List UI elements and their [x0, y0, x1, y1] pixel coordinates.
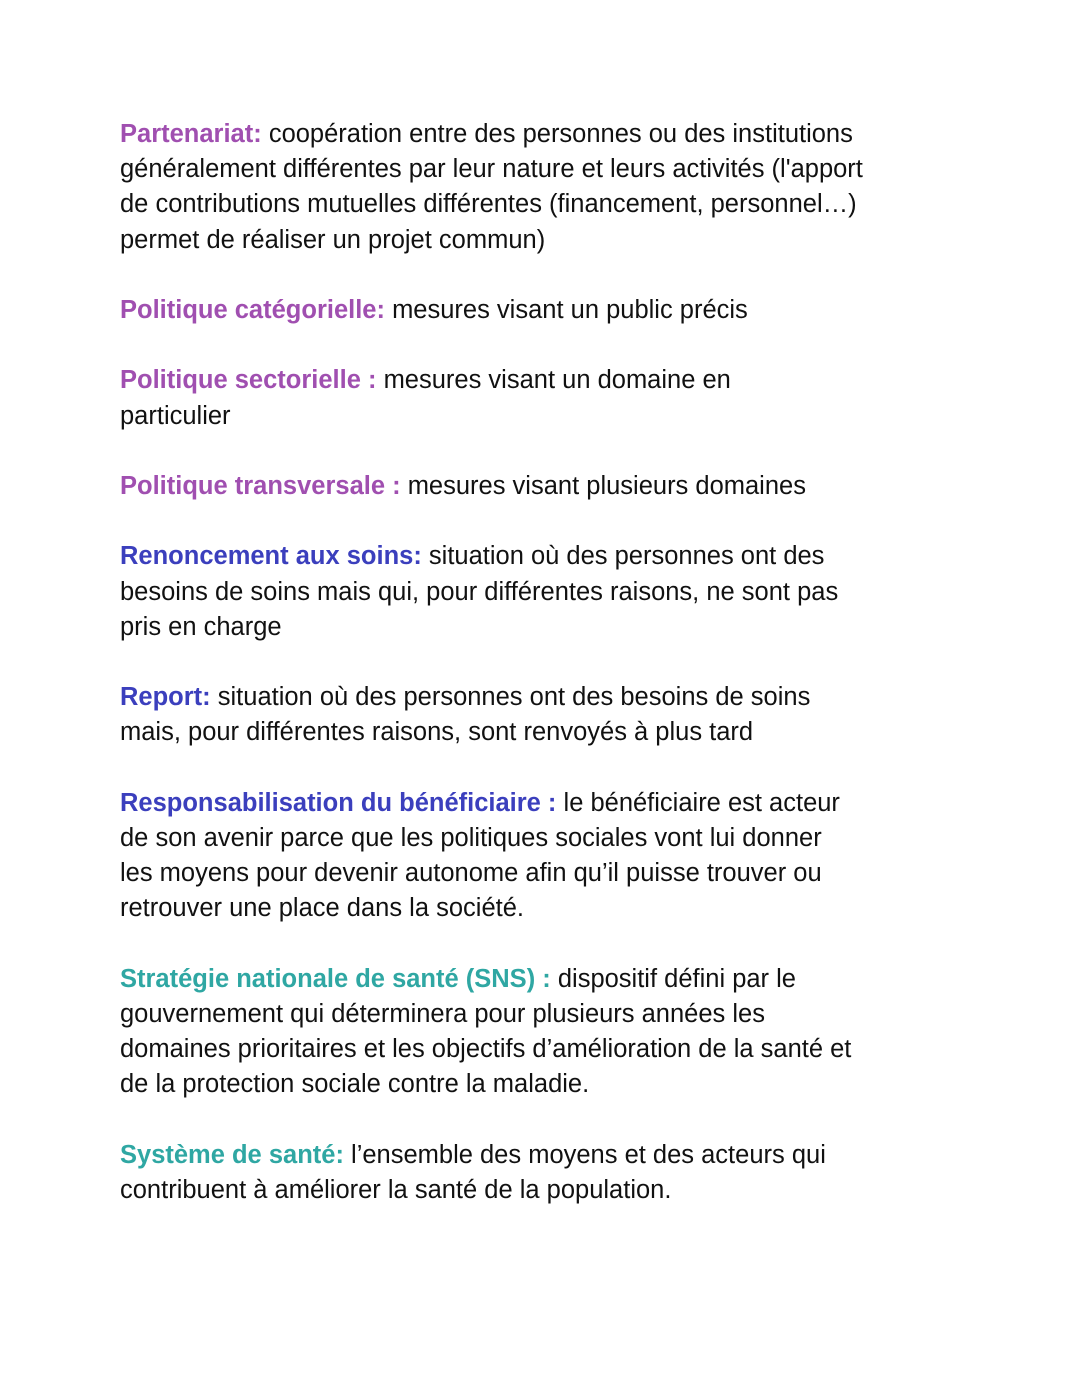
term: Responsabilisation du bénéficiaire : — [120, 788, 557, 817]
glossary-entry-politique-categorielle — [120, 293, 880, 328]
definition: le bénéficiaire est acteur de son avenir parce que les politiques sociales vont lui donner les moyens pour devenir autonome afin qu’il puisse trouver ou retrouver une place dans la société. — [120, 788, 840, 923]
definition: situation où des personnes ont des besoins de soins mais, pour différentes raisons, sont renvoyés à plus tard — [120, 683, 811, 747]
term: Système de santé: — [120, 1140, 344, 1169]
glossary-document — [120, 117, 880, 1243]
term: Renoncement aux soins: — [120, 542, 422, 571]
term: Politique catégorielle: — [120, 296, 385, 324]
glossary-entry-renoncement — [120, 539, 880, 645]
definition: mesures visant un domaine en particulier — [120, 366, 731, 430]
definition: l’ensemble des moyens et des acteurs qui contribuent à améliorer la santé de la population. — [120, 1140, 826, 1204]
glossary-entry-systeme-de-sante — [120, 1138, 860, 1208]
glossary-entry-responsabilisation — [120, 786, 850, 927]
term: Partenariat: — [120, 120, 262, 148]
glossary-entry-politique-sectorielle — [120, 363, 800, 433]
definition: mesures visant plusieurs domaines — [400, 471, 806, 500]
definition: coopération entre des personnes ou des institutions généralement différentes par leur nature et leurs activités (l'apport de contributions mutuelles différentes (financement, personnel…) permet de réaliser un projet commun) — [120, 120, 863, 254]
term: Report: — [120, 683, 211, 712]
glossary-entry-partenariat — [120, 117, 880, 258]
glossary-entry-report — [120, 680, 850, 750]
glossary-entry-politique-transversale — [120, 469, 880, 504]
definition: dispositif défini par le gouvernement qui déterminera pour plusieurs années les domaines prioritaires et les objectifs d’amélioration de la santé et de la protection sociale contre la maladie. — [120, 964, 852, 1099]
definition: situation où des personnes ont des besoins de soins mais qui, pour différentes raisons, ne sont pas pris en charge — [120, 542, 839, 641]
term: Politique sectorielle : — [120, 366, 377, 395]
term: Politique transversale : — [120, 471, 401, 500]
glossary-entry-sns — [120, 962, 855, 1103]
definition: mesures visant un public précis — [384, 296, 748, 324]
term: Stratégie nationale de santé (SNS) : — [120, 964, 551, 993]
